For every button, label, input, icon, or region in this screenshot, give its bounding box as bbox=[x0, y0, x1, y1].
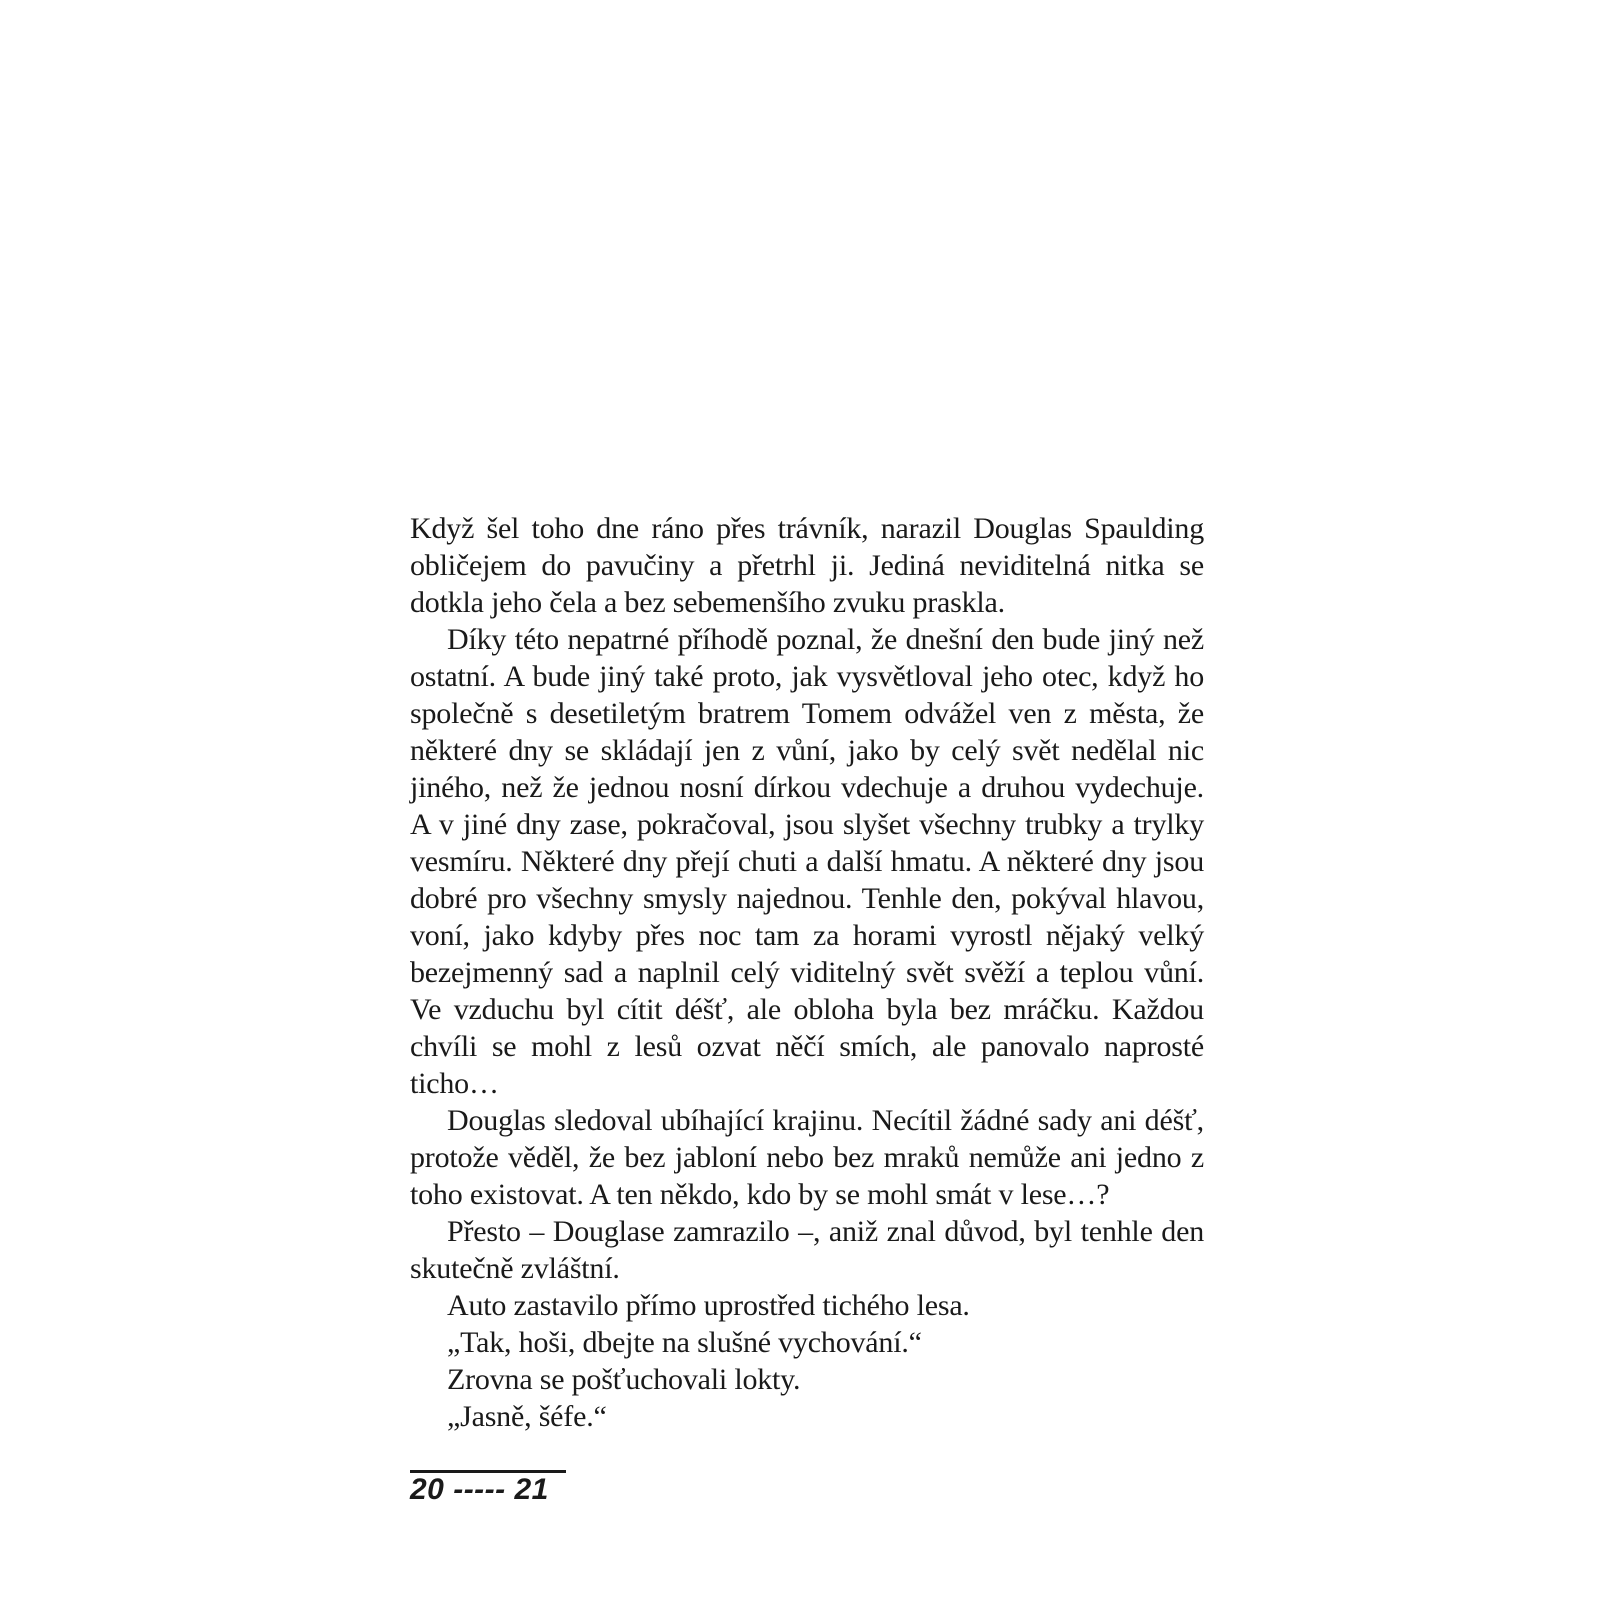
paragraph: Přesto – Douglase zamrazilo –, aniž znal důvod, byl tenhle den skutečně zvláštní. bbox=[410, 1215, 1204, 1285]
paragraph: Když šel toho dne ráno přes trávník, narazil Douglas Spaulding obličejem do pavučiny a přetrhl ji. Jediná neviditelná nitka se dotkla jeho čela a bez sebemenšího zvuku praskla. bbox=[410, 512, 1204, 619]
paragraph: Douglas sledoval ubíhající krajinu. Necítil žádné sady ani déšť, protože věděl, že bez jabloní nebo bez mraků nemůže ani jedno z toho existovat. A ten někdo, kdo by se mohl smát v lese…? bbox=[410, 1104, 1204, 1211]
body-text bbox=[410, 510, 1204, 1435]
page-number: 20 ----- 21 bbox=[410, 1473, 549, 1506]
dialogue-line: „Tak, hoši, dbejte na slušné vychování.“ bbox=[447, 1326, 922, 1359]
paragraph: Zrovna se pošťuchovali lokty. bbox=[447, 1363, 801, 1396]
paragraph: Díky této nepatrné příhodě poznal, že dnešní den bude jiný než ostatní. A bude jiný také proto, jak vysvětloval jeho otec, když ho společně s desetiletým bratrem Tomem odvážel ven z města, že některé dny se skládají jen z vůní, jako by celý svět nedělal nic jiného, než že jednou nosní dírkou vdechuje a druhou vydechuje. A v jiné dny zase, pokračoval, jsou slyšet všechny trubky a trylky vesmíru. Některé dny přejí chuti a další hmatu. A některé dny jsou dobré pro všechny smysly najednou. Tenhle den, pokýval hlavou, voní, jako kdyby přes noc tam za horami vyrostl nějaký velký bezejmenný sad a naplnil celý viditelný svět svěží a teplou vůní. Ve vzduchu byl cítit déšť, ale obloha byla bez mráčku. Každou chvíli se mohl z lesů ozvat něčí smích, ale panovalo naprosté ticho… bbox=[410, 623, 1204, 1100]
dialogue-line: „Jasně, šéfe.“ bbox=[447, 1400, 607, 1433]
paragraph: Auto zastavilo přímo uprostřed tichého lesa. bbox=[447, 1289, 970, 1322]
